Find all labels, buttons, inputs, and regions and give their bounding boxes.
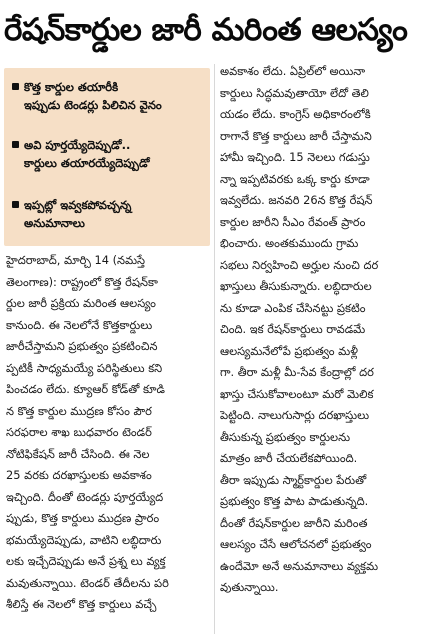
article-text-line: తీరా ఇప్పుడు స్మార్ట్‌కార్డుల పేరుతో <box>220 472 367 487</box>
article-text-line: ఆలస్యం చేసే ఆలోచనలో ప్రభుత్వం <box>220 537 372 551</box>
article-text-line: కానుంది. ఈ నెలలోనే కొత్తకార్డులు <box>6 317 153 332</box>
article-text-line: పెట్టింది. నాలుగుసార్లు దరఖాస్తులు <box>220 408 370 422</box>
article-text-line: పించడం లేదు. క్యూఆర్ కోడ్‌తో కూడి <box>6 382 165 396</box>
highlight-line: కొత్త కార్డుల తయారీకి <box>24 80 119 94</box>
article-text-line: చింది. ఇక రేషన్‌కార్డులు రావడమే <box>220 322 366 336</box>
article-text-line: ఆలస్యమనేలోపే ప్రభుత్వం మళ్లీ <box>220 343 358 358</box>
article-text-line: రాగానే కొత్త కార్డులు జారీ చేస్తామని <box>220 128 372 143</box>
article-text-line: మవుతున్నాయి. టెండర్ తేదీలను పరి <box>6 575 169 590</box>
article-text-line: తెలంగాణ): రాష్ట్రంలో కొత్త రేషన్‌కా <box>6 274 158 289</box>
article-text-line: సరఫరాల శాఖ బుధవారం టెండర్ <box>6 425 152 439</box>
article-text-line: ఉందేమో అనే అనుమానాలు వ్యక్తమ <box>220 558 379 573</box>
article-text-line: గా. తీరా మళ్లీ మీ-సేవ కేంద్రాల్లో దర <box>220 365 374 379</box>
highlight-line: ఇప్పట్లో ఇవ్వకపోవచ్చన్న <box>24 198 132 212</box>
article-text-line: ను కూడా ఎంపిక చేసినట్టు ప్రకటిం <box>220 300 366 315</box>
article-text-line: అవకాశం లేదు. ఏప్రిల్‌లో అయినా <box>220 64 366 78</box>
article-text-line: మాత్రం జారీ చేయలేకపోయింది. <box>220 451 358 465</box>
article-body-left-column <box>6 250 208 616</box>
article-text-line: ఖాస్తులు తీసుకున్నారు. లబ్ధిదారుల <box>220 279 372 293</box>
highlight-line: అనుమానాలు <box>24 216 85 230</box>
article-text-line: భమయ్యేదెప్పుడు, వాటిని లబ్ధిదారు <box>6 532 162 547</box>
article-text-line: జారీచేస్తామని ప్రభుత్వం ప్రకటించిన <box>6 339 158 353</box>
article-text-line: ఇవ్వలేదు. జనవరి 26న కొత్త రేషన్ <box>220 193 373 207</box>
article-text-line: ప్రభుత్వం కొత్త పాట పాడుతున్నది. <box>220 494 369 508</box>
highlight-line: అవి పూర్తయ్యేదెప్పుడో.. <box>24 138 131 152</box>
article-text-line: న కొత్త కార్డుల ముద్రణ కోసం పౌర <box>6 403 152 418</box>
highlight-line: కార్డులు తయారయ్యేదెప్పుడో <box>24 156 150 170</box>
highlights-box <box>4 68 210 246</box>
article-text-line: ప్పుడు, కొత్త కార్డులు ముద్రణ ప్రారం <box>6 511 160 525</box>
article-text-line: తీసుకున్న ప్రభుత్వం కార్డులను <box>220 429 351 444</box>
article-text-line: వుతున్నాయి. <box>220 580 279 594</box>
article-text-line: న్నా ఇప్పటివరకు ఒక్క కార్డు కూడా <box>220 171 370 186</box>
bullet-square-icon <box>12 141 19 148</box>
article-text-line: హామీ ఇచ్చింది. 15 నెలలు గడుస్తు <box>220 150 370 164</box>
article-text-line: హైదరాబాద్, మార్చి 14 (నమస్తే <box>6 253 146 267</box>
article-text-line: ర్డుల జారీ ప్రక్రియ మరింత ఆలస్యం <box>6 296 156 310</box>
article-text-line: ప్పటికీ సాధ్యమయ్యే పరిస్థితులు కని <box>6 360 163 375</box>
article-text-line: యడం లేదు. కాంగ్రెస్ అధికారంలోకి <box>220 107 371 121</box>
article-text-line: శీలిస్తే ఈ నెలలో కొత్త కార్డులు వచ్చే <box>6 597 157 611</box>
article-text-line: భించారు. అంతకుముందు గ్రామ <box>220 236 359 250</box>
article-text-line: 25 వరకు దరఖాస్తులకు అవకాశం <box>6 468 152 482</box>
article-text-line: కార్డులు సిద్ధమవుతాయో లేదో తెలి <box>220 85 369 100</box>
article-text-line: ఇచ్చింది. దీంతో టెండర్లు పూర్తయ్యేద <box>6 489 164 504</box>
article-text-line: సభలు నిర్వహించి అర్హుల నుంచి దర <box>220 257 379 272</box>
column-divider <box>214 64 215 634</box>
article-text-line: దీంతో రేషన్‌కార్డుల జారీని మరింత <box>220 515 368 530</box>
headline: రేషన్‌కార్డుల జారీ మరింత ఆలస్యం <box>4 12 408 48</box>
bullet-square-icon <box>12 201 19 208</box>
article-body-right-column <box>220 61 436 599</box>
article-text-line: ఖాస్తు చేసుకోవాలంటూ మరో మెలిక <box>220 386 374 401</box>
highlight-line: ఇప్పుడు టెండర్లు పిలిచిన వైనం <box>24 98 162 112</box>
article-text-line: నోటిఫికేషన్ జారీ చేసింది. ఈ నెల <box>6 446 150 461</box>
bullet-square-icon <box>12 83 19 90</box>
article-text-line: లకు ఇచ్చేదెప్పుడు అనే ప్రశ్న లు వ్యక్త <box>6 554 166 568</box>
article-text-line: కార్డుల జారీని సీఎం రేవంత్ ప్రారం <box>220 214 366 229</box>
